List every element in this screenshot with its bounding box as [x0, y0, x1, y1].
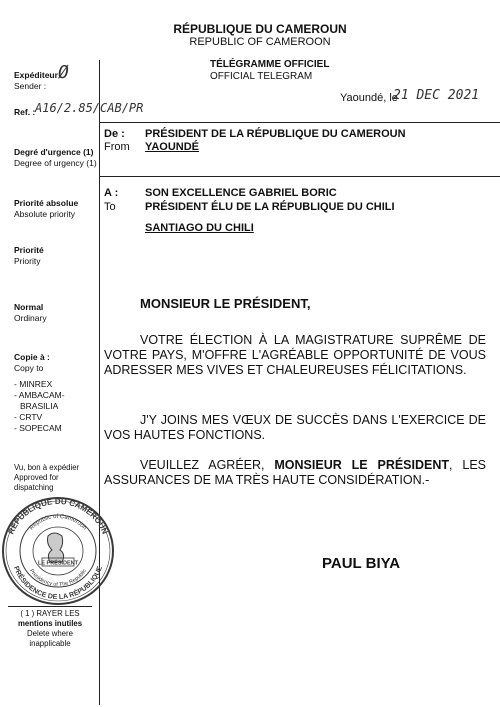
copy-item: BRASILIA	[20, 401, 59, 411]
footnote-line: ( 1 ) RAYER LES	[20, 609, 80, 618]
approved-en-2: dispatching	[14, 483, 54, 492]
copy-item: - CRTV	[14, 412, 43, 422]
abs-priority-en: Absolute priority	[14, 209, 75, 219]
copy-label-en: Copy to	[14, 363, 44, 373]
date-stamp: 21 DEC 2021	[393, 88, 480, 103]
svg-text:Republic of Cameroon	[29, 514, 88, 532]
copy-item: - MINREX	[14, 379, 53, 389]
paragraph-3-addressee: MONSIEUR LE PRÉSIDENT	[274, 458, 450, 472]
approved-en: Approved for	[14, 473, 59, 482]
country-title-fr: RÉPUBLIQUE DU CAMEROUN	[173, 22, 347, 36]
sender-value: Ø	[58, 62, 69, 83]
paragraph-3-end: , LES ASSURANCES DE MA TRÈS HAUTE CONSIDÉRATION.-	[104, 458, 487, 487]
to-line-1: SON EXCELLENCE GABRIEL BORIC	[145, 187, 337, 199]
approved-fr: Vu, bon à expédier	[14, 463, 80, 472]
telegram-type-en: OFFICIAL TELEGRAM	[210, 71, 313, 82]
ref-label: Ref. :	[14, 107, 36, 117]
place-date-label: Yaoundé, le	[340, 92, 398, 104]
copy-label-fr: Copie à :	[14, 352, 50, 362]
paragraph-3	[104, 458, 486, 488]
urgency-en: Degree of urgency (1)	[14, 158, 97, 168]
vertical-divider	[99, 60, 100, 705]
footnote-line: inapplicable	[29, 639, 71, 648]
copy-item: - AMBACAM-	[14, 390, 65, 400]
footnote-line: mentions inutiles	[17, 619, 83, 628]
from-label-fr: De :	[104, 128, 125, 140]
abs-priority-fr: Priorité absolue	[14, 198, 79, 208]
sender-label-en: Sender :	[14, 81, 47, 91]
paragraph-2: J'Y JOINS MES VŒUX DE SUCCÈS DANS L'EXERCICE DE VOS HAUTES FONCTIONS.	[104, 413, 486, 442]
to-label-fr: A :	[104, 187, 119, 199]
telegram-type-fr: TÉLÉGRAMME OFFICIEL	[210, 59, 330, 70]
paragraph-3-start: VEUILLEZ AGRÉER,	[140, 458, 275, 472]
to-label-en: To	[104, 201, 116, 213]
seal-outer-bottom: PRÉSIDENCE DE LA RÉPUBLIQUE	[12, 565, 104, 602]
signature-name: PAUL BIYA	[322, 555, 401, 572]
urgency-fr: Degré d'urgence (1)	[14, 147, 94, 157]
to-line-3: SANTIAGO DU CHILI	[145, 222, 254, 234]
seal-outer-top: REPUBLIQUE DU CAMEROUN	[6, 496, 110, 536]
from-line-1: PRÉSIDENT DE LA RÉPUBLIQUE DU CAMEROUN	[145, 128, 406, 140]
from-label-en: From	[104, 141, 130, 153]
seal-center: LE PRÉSIDENT	[37, 560, 79, 567]
priority-en: Priority	[14, 256, 41, 266]
from-line-2: YAOUNDÉ	[145, 141, 199, 153]
normal-en: Ordinary	[14, 313, 47, 323]
seal-inner-top: Republic of Cameroon	[28, 513, 88, 532]
ref-value: A16/2.85/CAB/PR	[35, 101, 144, 115]
seal-inner-bottom: Presidency of The Republic	[28, 568, 88, 589]
divider-to	[100, 176, 500, 177]
salutation: MONSIEUR LE PRÉSIDENT,	[140, 296, 311, 311]
priority-fr: Priorité	[14, 245, 44, 255]
normal-fr: Normal	[14, 302, 44, 312]
divider-from	[100, 122, 500, 123]
to-line-2: PRÉSIDENT ÉLU DE LA RÉPUBLIQUE DU CHILI	[145, 201, 395, 213]
copy-item: - SOPECAM	[14, 423, 62, 433]
paragraph-1: VOTRE ÉLECTION À LA MAGISTRATURE SUPRÊME DE VOTRE PAYS, M'OFFRE L'AGRÉABLE OPPORTUNITÉ DE VOUS ADRESSER MES VIVES ET CHALEUREUSES FÉLICITATIONS.	[104, 333, 486, 377]
svg-text:Presidency of The Republic	[28, 568, 88, 588]
sender-label-fr: Expéditeur :	[14, 70, 64, 80]
footnote-line: Delete where	[27, 629, 73, 638]
country-title-en: REPUBLIC OF CAMEROON	[189, 36, 331, 48]
presidential-seal-icon	[0, 494, 118, 608]
